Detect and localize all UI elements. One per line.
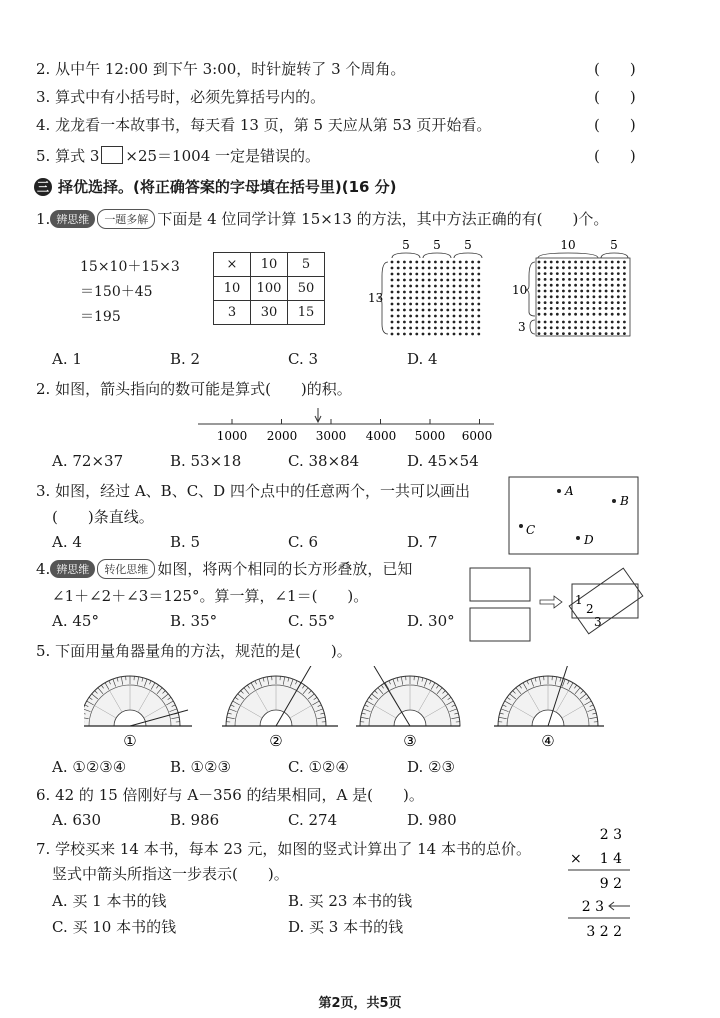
q7-option-a[interactable]: A. 买 1 本书的钱 [52,892,167,910]
q6-option-a[interactable]: A. 630 [52,811,101,829]
q4-option-d[interactable]: D. 30° [407,612,455,630]
dot-label: 3 [518,320,526,334]
q2-option-a[interactable]: A. 72×37 [52,452,124,470]
q6-option-c[interactable]: C. 274 [288,811,338,829]
judge-item-3: 3. 算式中有小括号时，必须先算括号内的。 [36,88,326,106]
table-cell: 10 [214,277,251,301]
point-label: A [565,484,574,498]
q1-option-a[interactable]: A. 1 [52,350,82,368]
protractor [84,676,192,726]
protractor-label: ① [123,732,137,750]
q5-option-a[interactable]: A. ①②③④ [52,758,127,776]
table-cell: 15 [288,301,325,325]
protractor-label: ② [269,732,283,750]
dot-label: 5 [433,238,441,252]
points-figure [508,476,640,556]
q2-option-d[interactable]: D. 45×54 [407,452,479,470]
protractors-figure [84,666,604,752]
q7-option-d[interactable]: D. 买 3 本书的钱 [288,918,404,936]
tick-label: 2000 [266,429,298,443]
angle-label: 1 [575,593,583,607]
point-label: B [620,494,629,508]
protractor [356,666,460,726]
q6-stem: 6. 42 的 15 倍刚好与 A－356 的结果相同，A 是( )。 [36,786,424,804]
protractor-label: ③ [403,732,417,750]
section-badge: 三 [34,178,52,196]
judge-item-5-text-a: 5. 算式 3 [36,147,100,165]
table-cell: 50 [288,277,325,301]
q1-option-c[interactable]: C. 3 [288,350,319,368]
table-cell: 3 [214,301,251,325]
judge-item-4: 4. 龙龙看一本故事书，每天看 13 页，第 5 天应从第 53 页开始看。 [36,116,492,134]
q1-method1-line1: 15×10＋15×3 [80,259,180,275]
tag-thinking: 辨思维 [50,210,95,228]
table-cell: 5 [288,253,325,277]
q4-number: 4. [36,560,51,578]
table-cell: 100 [251,277,288,301]
vm-row-4: 2 3 [581,899,604,915]
q1-option-d[interactable]: D. 4 [407,350,438,368]
q5-option-b[interactable]: B. ①②③ [170,758,231,776]
dot-label: 5 [464,238,472,252]
tick-label: 5000 [414,429,446,443]
angle-label: 3 [594,615,602,629]
tick-label: 3000 [315,429,347,443]
q3-stem-line2: ( )条直线。 [52,508,154,526]
q1-method1-line2: ＝150＋45 [80,284,153,300]
q7-stem-line1: 7. 学校买来 14 本书，每本 23 元，如图的竖式计算出了 14 本书的总价。 [36,840,531,858]
vm-row-2: 1 4 [599,851,622,867]
point-label: D [584,533,594,547]
tick-label: 4000 [365,429,397,443]
q4-option-a[interactable]: A. 45° [52,612,99,630]
section-title [34,176,397,197]
arrow-left-icon [609,902,630,910]
q7-stem-line2: 竖式中箭头所指这一步表示( )。 [52,865,289,883]
dot-label: 10 [560,238,576,252]
rectangles-figure [466,564,648,646]
q2-stem: 2. 如图，箭头指向的数可能是算式( )的积。 [36,380,352,398]
q5-stem: 5. 下面用量角器量角的方法，规范的是( )。 [36,642,352,660]
answer-paren[interactable]: ( ) [594,88,636,106]
q1-text: 下面是 4 位同学计算 15×13 的方法，其中方法正确的有( )个。 [157,210,609,228]
vm-operator: × [570,851,582,867]
vm-row-1: 2 3 [599,827,622,843]
protractor-label: ④ [541,732,555,750]
q1-stem [36,208,608,229]
judge-item-5-text-b: ×25＝1004 一定是错误的。 [125,147,321,165]
q7-option-c[interactable]: C. 买 10 本书的钱 [52,918,177,936]
page-footer: 第2页，共5页 [318,996,402,1011]
q1-option-b[interactable]: B. 2 [170,350,201,368]
table-cell: 10 [251,253,288,277]
q5-option-c[interactable]: C. ①②④ [288,758,349,776]
q5-option-d[interactable]: D. ②③ [407,758,455,776]
q4-stem-line1 [36,558,412,579]
vm-row-5: 3 2 2 [586,924,622,940]
q1-number: 1. [36,210,51,228]
dot-label: 10 [512,283,528,297]
q3-option-b[interactable]: B. 5 [170,533,201,551]
protractor [222,666,338,726]
q4-stem-line2: ∠1＋∠2＋∠3＝125°。算一算，∠1＝( )。 [52,587,369,605]
tag-thinking: 辨思维 [50,560,95,578]
answer-paren[interactable]: ( ) [594,60,636,78]
q4-text-1: 如图，将两个相同的长方形叠放，已知 [157,560,413,578]
q6-option-b[interactable]: B. 986 [170,811,220,829]
q1-method1-line3: ＝195 [80,309,121,325]
dot-label: 13 [368,291,384,305]
q4-option-b[interactable]: B. 35° [170,612,218,630]
q3-option-a[interactable]: A. 4 [52,533,82,551]
q4-option-c[interactable]: C. 55° [288,612,336,630]
q6-option-d[interactable]: D. 980 [407,811,457,829]
answer-paren[interactable]: ( ) [594,147,636,165]
q2-option-c[interactable]: C. 38×84 [288,452,360,470]
judge-item-5 [36,145,320,166]
angle-label: 2 [586,602,594,616]
q3-option-c[interactable]: C. 6 [288,533,319,551]
q2-option-b[interactable]: B. 53×18 [170,452,242,470]
protractor [494,666,604,726]
q7-option-b[interactable]: B. 买 23 本书的钱 [288,892,413,910]
q3-option-d[interactable]: D. 7 [407,533,438,551]
tick-label: 1000 [216,429,248,443]
q3-stem-line1: 3. 如图，经过 A、B、C、D 四个点中的任意两个，一共可以画出 [36,482,470,500]
answer-paren[interactable]: ( ) [594,116,636,134]
dot-array-1 [362,236,494,346]
dot-array-2 [508,236,638,346]
multiplication-table [213,252,325,325]
vertical-multiplication [566,822,640,944]
tick-label: 6000 [461,429,493,443]
point-label: C [526,523,536,537]
table-cell: × [214,253,251,277]
blank-box[interactable] [101,146,123,164]
section-title-text: 择优选择。(将正确答案的字母填在括号里)(16 分) [58,178,397,196]
tag-multi-solution: 一题多解 [97,209,155,229]
dot-label: 5 [402,238,410,252]
vm-row-3: 9 2 [599,876,622,892]
judge-item-2: 2. 从中午 12:00 到下午 3:00，时针旋转了 3 个周角。 [36,60,406,78]
number-line [196,406,498,444]
tag-transform: 转化思维 [97,559,155,579]
dot-label: 5 [610,238,618,252]
table-cell: 30 [251,301,288,325]
arrow-right-icon [540,596,562,608]
